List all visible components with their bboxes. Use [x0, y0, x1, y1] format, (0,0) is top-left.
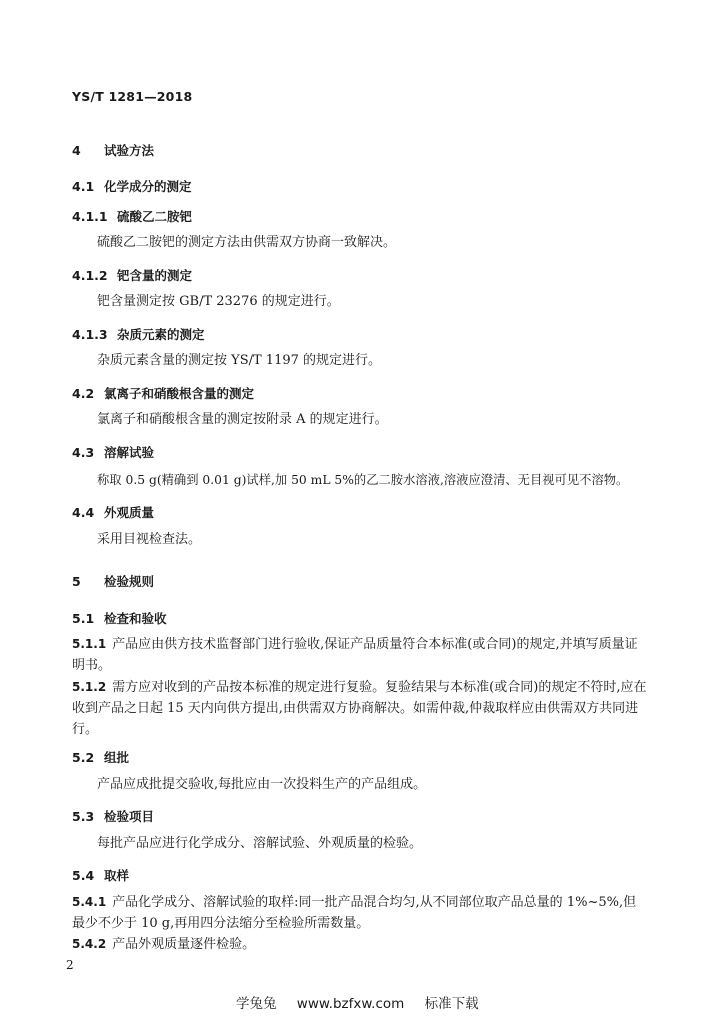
section-5-4-1-paragraph	[72, 892, 648, 934]
section-title: 氯离子和硝酸根含量的测定	[104, 386, 255, 401]
section-4-3-text: 称取 0.5 g(精确到 0.01 g)试样,加 50 mL 5%的乙二胺水溶液,溶液应澄清、无目视可见不溶物。	[97, 473, 629, 487]
section-number: 5.4	[72, 868, 95, 883]
section-number: 5	[72, 574, 81, 589]
section-4-1-3-text: 杂质元素含量的测定按 YS/T 1197 的规定进行。	[97, 353, 382, 368]
section-4-1-1-text: 硫酸乙二胺钯的测定方法由供需双方协商一致解决。	[97, 235, 397, 250]
section-4-4-heading	[72, 503, 154, 521]
section-title: 取样	[104, 868, 130, 883]
section-number: 4.1.2	[72, 268, 108, 283]
section-4-2-text: 氯离子和硝酸根含量的测定按附录 A 的规定进行。	[97, 412, 388, 427]
section-number: 4.1.1	[72, 209, 108, 224]
footer-url[interactable]: www.bzfxw.com	[296, 996, 405, 1012]
section-title: 检验规则	[104, 574, 155, 589]
paragraph-text: 产品应由供方技术监督部门进行验收,保证产品质量符合本标准(或合同)的规定,并填写质量证明书。	[72, 637, 638, 673]
section-number: 5.1.1	[72, 637, 107, 651]
section-4-4-text: 采用目视检查法。	[97, 532, 202, 547]
section-number: 4.4	[72, 505, 95, 520]
section-title: 溶解试验	[104, 445, 155, 460]
section-5-heading	[72, 572, 154, 590]
section-4-1-2-text: 钯含量测定按 GB/T 23276 的规定进行。	[97, 294, 340, 309]
section-4-1-heading	[72, 177, 192, 195]
watermark-footer	[236, 992, 493, 1012]
section-number: 5.4.1	[72, 895, 107, 909]
section-number: 4.3	[72, 445, 95, 460]
section-title: 化学成分的测定	[104, 179, 192, 194]
section-number: 5.2	[72, 750, 95, 765]
standard-code: YS/T 1281—2018	[72, 89, 193, 104]
section-title: 检查和验收	[104, 611, 167, 626]
section-5-1-2-paragraph	[72, 677, 648, 740]
section-title: 硫酸乙二胺钯	[117, 209, 193, 224]
footer-tagline: 标准下载	[424, 996, 479, 1012]
section-5-2-text: 产品应成批提交验收,每批应由一次投料生产的产品组成。	[97, 777, 427, 792]
section-4-1-3-heading	[72, 325, 205, 343]
section-5-2-heading	[72, 748, 129, 766]
section-4-3-heading	[72, 443, 154, 461]
paragraph-text: 需方应对收到的产品按本标准的规定进行复验。复验结果与本标准(或合同)的规定不符时,应在收到产品之日起 15 天内向供方提出,由供需双方协商解决。如需仲裁,仲裁取样应由供需双方共同进行。	[72, 680, 647, 737]
section-5-4-heading	[72, 866, 129, 884]
section-5-3-text: 每批产品应进行化学成分、溶解试验、外观质量的检验。	[97, 836, 423, 851]
section-number: 4.1.3	[72, 327, 108, 342]
section-number: 5.1	[72, 611, 95, 626]
section-5-3-heading	[72, 807, 154, 825]
section-4-1-1-heading	[72, 207, 192, 225]
section-number: 4	[72, 143, 81, 158]
section-5-1-heading	[72, 609, 167, 627]
section-title: 检验项目	[104, 809, 155, 824]
section-4-heading	[72, 141, 154, 159]
section-number: 4.1	[72, 179, 95, 194]
section-number: 5.4.2	[72, 937, 107, 951]
section-title: 钯含量的测定	[117, 268, 193, 283]
section-title: 试验方法	[104, 143, 155, 158]
section-title: 组批	[104, 750, 130, 765]
page-number: 2	[66, 958, 74, 972]
section-number: 4.2	[72, 386, 95, 401]
section-title: 外观质量	[104, 505, 155, 520]
section-5-4-2-paragraph	[72, 934, 648, 955]
footer-site-name: 学兔兔	[236, 996, 277, 1012]
section-number: 5.1.2	[72, 680, 107, 694]
section-number: 5.3	[72, 809, 95, 824]
paragraph-text: 产品化学成分、溶解试验的取样:同一批产品混合均匀,从不同部位取产品总量的 1%~5%,但最少不少于 10 g,再用四分法缩分至检验所需数量。	[72, 895, 637, 931]
section-4-1-2-heading	[72, 266, 192, 284]
section-5-1-1-paragraph	[72, 634, 648, 676]
section-4-2-heading	[72, 384, 254, 402]
paragraph-text: 产品外观质量逐件检验。	[112, 937, 256, 952]
section-title: 杂质元素的测定	[117, 327, 205, 342]
